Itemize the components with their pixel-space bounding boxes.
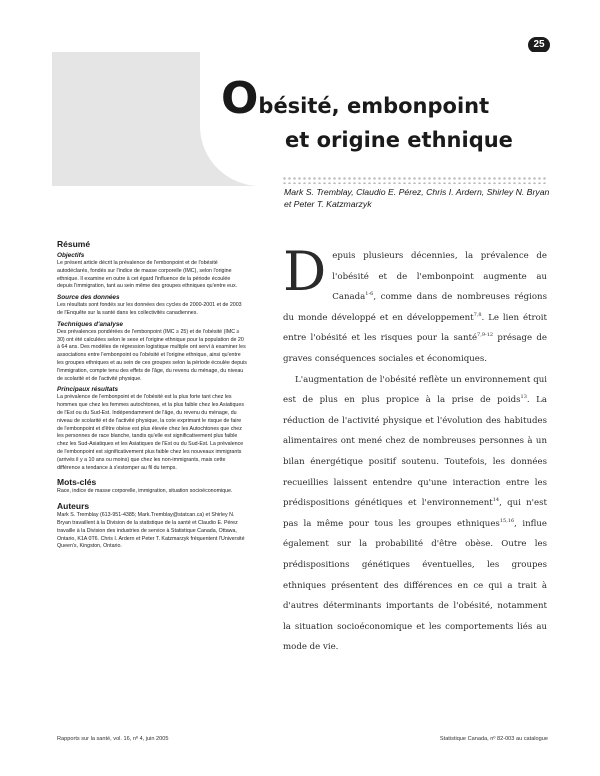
objectives-label: Objectifs [57, 252, 85, 259]
authors-heading: Auteurs [57, 501, 90, 512]
footnote-ref: 13 [520, 394, 527, 401]
analysis-techniques-label: Techniques d'analyse [57, 320, 123, 328]
footnote-ref: 7,8 [473, 311, 482, 318]
body-text-run: , influe également sur la probabilité d'être obèse. Outre les prédispositions génétiques éventuelles, les groupes ethniques présentent des différences en ce qui a trait à d'autres déterminants importants de l'obésité, notamment la situation socioéconomique et les comportements liés au mode de vie. [283, 518, 547, 653]
authors: Mark S. Tremblay, Claudio E. Pérez, Chris I. Ardern, Shirley N. Bryan et Peter T. Katzmarzyk [284, 187, 550, 209]
keywords-text: Race, indice de masse corporelle, immigration, situation socioéconomique. [57, 488, 233, 495]
footnote-ref: 15,16 [499, 517, 515, 524]
analysis-techniques-text: Des prévalences pondérées de l'embonpoint (IMC ≥ 25) et de l'obésité (IMC ≥ 30) ont été calculées selon le sexe et l'origine ethnique pour la population de 20 à 64 ans. Des modèles de régression logistique multiple ont servi à examiner les associations entre l'embonpoint ou l'obésité et l'origine ethnique, ainsi qu'entre les groupes ethniques et au sein de ces groupes selon la période écoulée depuis l'immigration, compte tenu des effets de l'âge, du revenu du ménage, du niveau de scolarité et de l'activité physique. [57, 328, 247, 382]
title-line2: et origine ethnique [285, 128, 513, 152]
article-title [221, 73, 551, 157]
abstract-sidebar [57, 239, 247, 551]
data-source-text: Les résultats sont fondés sur les données des cycles de 2000-2001 et de 2003 de l'Enquête sur la santé dans les collectivités canadiennes. [57, 302, 242, 316]
footer-left: Rapports sur la santé, vol. 16, nº 4, juin 2005 [57, 736, 169, 742]
body-text-run: , qui n'est pas la même pour tous les groupes ethniques [283, 498, 547, 529]
main-results-text: La prévalence de l'embonpoint et de l'obésité est la plus forte tant chez les hommes que chez les femmes autochtones, et la plus faible chez les Asiatiques de l'Est ou du Sud-Est. Indépendamment de l'âge, du revenu du ménage, du niveau de scolarité et de l'activité physique, la cote exprimant le risque de faire de l'embonpoint et d'être obèse est plus élevée chez les Autochtones que chez les personnes de race blanche, tandis qu'elle est significativement plus faible chez les Sud-Asiatiques et les Asiatiques de l'Est ou du Sud-Est. La prévalence de l'embonpoint est significativement plus faible chez les nouveaux immigrants (arrivés il y a 10 ans ou moins) que chez les non-immigrants, mais cette différence a tendance à s'estomper au fil du temps. [57, 394, 244, 471]
body-text-run: , comme dans de nombreuses régions du monde développé et en développement [283, 292, 547, 323]
keywords-heading: Mots-clés [57, 477, 97, 488]
footnote-ref: 1-6 [365, 291, 374, 298]
article-body [283, 240, 547, 658]
footer-right: Statistique Canada, nº 82-003 au catalogue [439, 736, 548, 742]
body-text-run: . La réduction de l'activité physique et l'évolution des habitudes alimentaires ont mené chez de nombreuses personnes à un bilan énergétique positif soutenu. Toutefois, les données recueillies laissent entendre qu'une interaction entre les prédispositions génétiques et l'environnement [283, 395, 547, 509]
footnote-ref: 14 [492, 497, 500, 504]
body-text-run: . Le lien étroit entre l'obésité et les risques pour la santé [283, 312, 547, 344]
page-number-badge: 25 [528, 37, 550, 53]
body-paragraph [283, 240, 547, 370]
body-text-run: présage de graves conséquences sociales et économiques. [283, 333, 547, 364]
title-initial: O [221, 73, 259, 124]
title-line1: bésité, embonpoint [258, 94, 490, 118]
main-results-label: Principaux résultats [57, 386, 119, 394]
body-text-run: L'augmentation de l'obésité reflète un environnement qui est de plus en plus propice à la prise de poids [283, 374, 547, 406]
authors-info-text: Mark S. Tremblay (613-951-4385; Mark.Tremblay@statcan.ca) et Shirley N. Bryan travaillent à la Division de la statistique de la santé et Claudio E. Pérez travaille à la Division des industries de service à Statistique Canada, Ottawa, Ontario, K1A 0T6. Chris I. Ardern et Peter T. Katzmarzyk fréquentent l'Université Queen's, Kingston, Ontario. [57, 512, 245, 550]
objectives-text: Le présent article décrit la prévalence de l'embonpoint et de l'obésité autodéclarés, fondés sur l'indice de masse corporelle (IMC), selon l'origine ethnique. Il examine en outre à cet égard l'influence de la période écoulée depuis l'immigration, tant au sein même des groupes ethniques qu'entre eux. [57, 260, 238, 290]
dotted-divider [282, 176, 548, 184]
body-dropcap: D [283, 240, 327, 303]
body-paragraph [283, 370, 547, 658]
abstract-heading: Résumé [57, 239, 91, 249]
body-text-run: epuis plusieurs décennies, la prévalence de l'obésité et de l'embonpoint augmente au Canada [332, 251, 547, 303]
footnote-ref: 7,9-12 [477, 332, 494, 339]
data-source-label: Source des données [57, 294, 120, 302]
